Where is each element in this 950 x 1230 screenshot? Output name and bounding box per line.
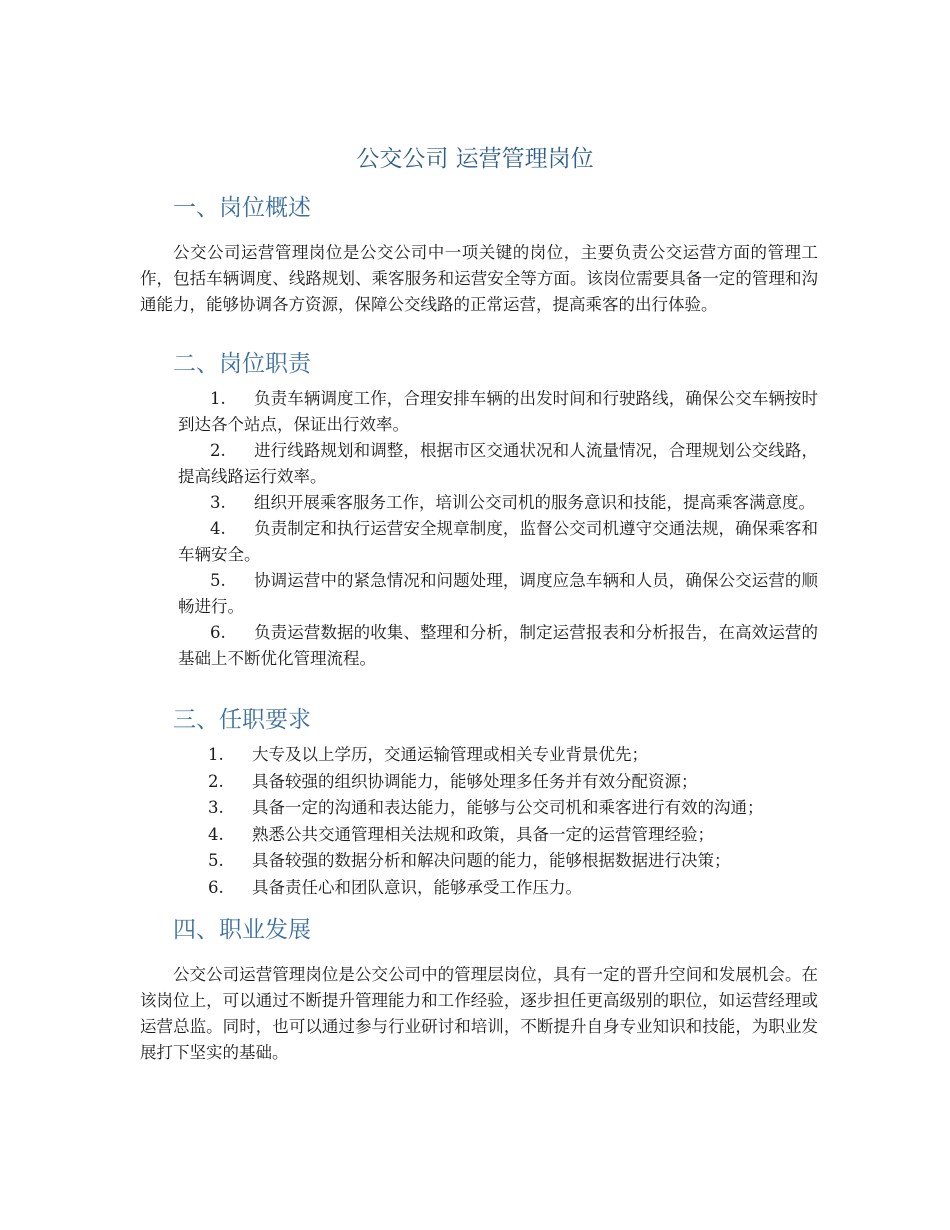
list-item xyxy=(208,875,828,902)
list-item-text: 负责制定和执行运营安全规章制度，监督公交司机遵守交通法规，确保乘客和车辆安全。 xyxy=(178,519,818,564)
list-item-number: 3. xyxy=(208,798,224,818)
list-item xyxy=(208,769,828,796)
list-item-text: 协调运营中的紧急情况和问题处理，调度应急车辆和人员，确保公交运营的顺畅进行。 xyxy=(178,571,818,616)
list-item-text: 负责运营数据的收集、整理和分析，制定运营报表和分析报告，在高效运营的基础上不断优化管理流程。 xyxy=(178,623,818,668)
career-paragraph: 公交公司运营管理岗位是公交公司中的管理层岗位，具有一定的晋升空间和发展机会。在该岗位上，可以通过不断提升管理能力和工作经验，逐步担任更高级别的职位，如运营经理或运营总监。同时，也可以通过参与行业研讨和培训，不断提升自身专业知识和技能，为职业发展打下坚实的基础。 xyxy=(140,965,818,1062)
list-item xyxy=(178,490,818,516)
list-item-number: 1. xyxy=(208,745,224,764)
list-item-number: 2. xyxy=(208,771,224,791)
section-heading-overview: 一、岗位概述 xyxy=(173,195,311,221)
duties-list xyxy=(178,386,818,672)
list-item-number: 2. xyxy=(210,441,226,460)
section-heading-requirements: 三、任职要求 xyxy=(173,707,311,733)
section-heading-duties: 二、岗位职责 xyxy=(173,351,311,377)
requirements-list xyxy=(208,742,828,902)
list-item-text: 具备一定的沟通和表达能力，能够与公交司机和乘客进行有效的沟通； xyxy=(252,798,764,818)
document-title: 公交公司 运营管理岗位 xyxy=(356,146,594,172)
section-heading-career: 四、职业发展 xyxy=(173,917,311,943)
list-item xyxy=(178,516,818,568)
list-item-number: 1. xyxy=(210,389,226,408)
list-item xyxy=(178,438,818,490)
list-item-number: 5. xyxy=(210,571,226,590)
list-item-text: 具备较强的数据分析和解决问题的能力，能够根据数据进行决策； xyxy=(252,851,731,871)
list-item xyxy=(208,742,828,769)
list-item-text: 大专及以上学历，交通运输管理或相关专业背景优先； xyxy=(252,745,648,764)
list-item-text: 具备较强的组织协调能力，能够处理多任务并有效分配资源； xyxy=(252,771,698,791)
overview-paragraph: 公交公司运营管理岗位是公交公司中一项关键的岗位，主要负责公交运营方面的管理工作，包括车辆调度、线路规划、乘客服务和运营安全等方面。该岗位需要具备一定的管理和沟通能力，能够协调各方资源，保障公交线路的正常运营，提高乘客的出行体验。 xyxy=(140,243,818,314)
list-item-number: 5. xyxy=(208,851,224,871)
list-item-number: 3. xyxy=(210,493,226,512)
list-item-text: 组织开展乘客服务工作，培训公交司机的服务意识和技能，提高乘客满意度。 xyxy=(254,493,815,512)
list-item xyxy=(178,386,818,438)
list-item-number: 6. xyxy=(208,877,224,897)
list-item-text: 进行线路规划和调整，根据市区交通状况和人流量情况，合理规划公交线路，提高线路运行效率。 xyxy=(178,441,818,486)
list-item xyxy=(208,822,828,849)
list-item xyxy=(208,848,828,875)
list-item xyxy=(178,568,818,620)
list-item-number: 4. xyxy=(208,824,224,844)
list-item-text: 熟悉公共交通管理相关法规和政策，具备一定的运营管理经验； xyxy=(252,824,714,844)
list-item-number: 4. xyxy=(210,519,226,538)
list-item xyxy=(208,795,828,822)
list-item xyxy=(178,620,818,672)
list-item-text: 负责车辆调度工作，合理安排车辆的出发时间和行驶路线，确保公交车辆按时到达各个站点，保证出行效率。 xyxy=(178,389,818,434)
list-item-number: 6. xyxy=(210,623,226,642)
list-item-text: 具备责任心和团队意识，能够承受工作压力。 xyxy=(252,877,582,897)
